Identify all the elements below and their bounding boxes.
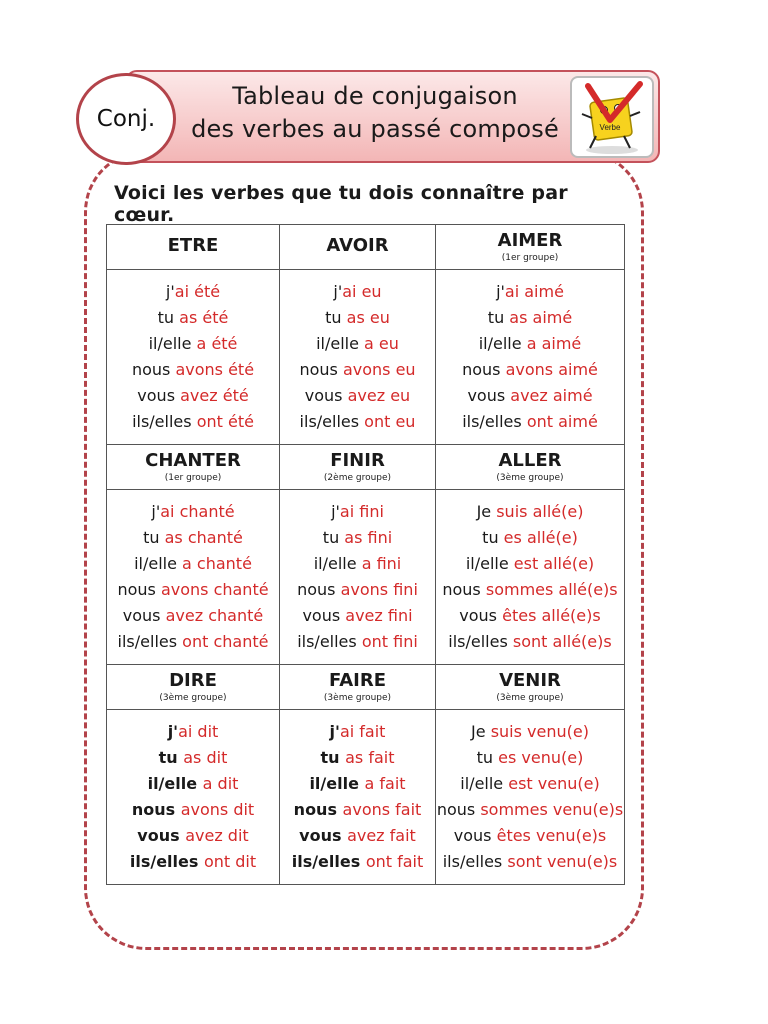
page-title-line-2: des verbes au passé composé xyxy=(191,115,559,143)
pronoun: nous xyxy=(297,580,341,599)
table-header-row xyxy=(107,225,625,270)
verb-header xyxy=(280,225,436,270)
conjugation-line xyxy=(280,279,435,305)
conjugated-form: ai fini xyxy=(339,502,384,521)
conjugation-line xyxy=(107,383,279,409)
pronoun: vous xyxy=(467,386,511,405)
conjugation-line xyxy=(107,499,279,525)
conjugation-line xyxy=(436,305,624,331)
verb-group: (2ème groupe) xyxy=(323,472,392,483)
pronoun: ils/elles xyxy=(129,852,204,871)
conjugated-form: avez chanté xyxy=(165,606,264,625)
conjugation-line xyxy=(107,357,279,383)
conjugated-form: a fini xyxy=(361,554,402,573)
conjugation-line xyxy=(280,383,435,409)
subtitle: Voici les verbes que tu dois connaître par cœur. xyxy=(114,182,568,226)
pronoun: ils/elles xyxy=(132,412,197,431)
pronoun: ils/elles xyxy=(117,632,183,651)
table-header-row xyxy=(107,665,625,710)
pronoun: vous xyxy=(137,826,186,845)
verb-name: VENIR xyxy=(499,669,561,691)
pronoun: vous xyxy=(122,606,166,625)
conjugation-line xyxy=(436,629,624,655)
conjugated-form: avez été xyxy=(180,386,249,405)
conjugated-form: sont venu(e)s xyxy=(507,852,618,871)
pronoun: ils/elles xyxy=(448,632,513,651)
conjugation-cell xyxy=(280,270,436,445)
verb-name: ETRE xyxy=(167,235,219,256)
pronoun: ils/elles xyxy=(291,852,366,871)
conjugation-cell xyxy=(107,270,280,445)
conjugation-cell xyxy=(280,710,436,885)
conjugation-line xyxy=(107,551,279,577)
conjugation-line xyxy=(107,823,279,849)
pronoun: vous xyxy=(304,386,348,405)
conjugation-line xyxy=(280,305,435,331)
conjugation-line xyxy=(107,409,279,435)
pronoun: il/elle xyxy=(147,774,203,793)
verb-name: CHANTER xyxy=(145,449,241,471)
conjugated-form: a été xyxy=(196,334,238,353)
conjugated-form: avons fini xyxy=(340,580,418,599)
pronoun: nous xyxy=(299,360,343,379)
conjugation-line xyxy=(107,305,279,331)
conjugated-form: ai chanté xyxy=(160,502,235,521)
pronoun: nous xyxy=(117,580,161,599)
conjugated-form: avons dit xyxy=(180,800,255,819)
verb-header xyxy=(436,225,625,270)
pronoun: ils/elles xyxy=(462,412,527,431)
conjugated-form: es venu(e) xyxy=(498,748,584,767)
verb-group: (1er groupe) xyxy=(164,472,222,483)
conjugation-line xyxy=(107,797,279,823)
conjugated-form: ai eu xyxy=(342,282,382,301)
conjugation-line xyxy=(436,525,624,551)
pronoun: ils/elles xyxy=(442,852,508,871)
verb-name: FINIR xyxy=(330,449,385,471)
conjugated-form: est allé(e) xyxy=(513,554,595,573)
conjugated-form: avons été xyxy=(175,360,255,379)
conjugated-form: a fait xyxy=(364,774,406,793)
conjugation-line xyxy=(280,629,435,655)
conjugation-line xyxy=(280,849,435,875)
verb-group: (1er groupe) xyxy=(501,252,559,263)
conjugated-form: ai fait xyxy=(339,722,386,741)
verb-header xyxy=(107,445,280,490)
conjugated-form: as dit xyxy=(183,748,228,767)
conjugated-form: ai été xyxy=(174,282,221,301)
pronoun: j' xyxy=(165,282,175,301)
conjugation-line xyxy=(436,279,624,305)
conjugation-cell xyxy=(436,490,625,665)
conjugation-line xyxy=(280,357,435,383)
conjugation-line xyxy=(107,577,279,603)
pronoun: j' xyxy=(331,502,340,521)
conjugation-line xyxy=(436,357,624,383)
conjugation-line xyxy=(436,577,624,603)
pronoun: nous xyxy=(131,800,181,819)
pronoun: nous xyxy=(293,800,343,819)
conjugation-line xyxy=(436,797,624,823)
table-body-row xyxy=(107,710,625,885)
conjugation-cell xyxy=(107,490,280,665)
conjugation-line xyxy=(107,331,279,357)
pronoun: nous xyxy=(436,800,481,819)
conjugation-line xyxy=(436,745,624,771)
verb-name: FAIRE xyxy=(328,669,386,691)
conjugation-line xyxy=(107,849,279,875)
pronoun: tu xyxy=(322,528,345,547)
pronoun: j' xyxy=(151,502,161,521)
pronoun: il/elle xyxy=(478,334,527,353)
conjugated-form: ai aimé xyxy=(504,282,564,301)
conjugation-line xyxy=(280,551,435,577)
conjugation-line xyxy=(107,719,279,745)
conjugated-form: as été xyxy=(179,308,229,327)
pronoun: vous xyxy=(137,386,181,405)
conj-badge-label: Conj. xyxy=(96,106,156,132)
pronoun: tu xyxy=(158,748,184,767)
pronoun: j' xyxy=(496,282,505,301)
pronoun: j' xyxy=(167,722,179,741)
conjugation-line xyxy=(280,577,435,603)
verb-header xyxy=(280,665,436,710)
pronoun: tu xyxy=(157,308,180,327)
conjugated-form: avons eu xyxy=(342,360,416,379)
pronoun: il/elle xyxy=(465,554,514,573)
conjugation-line xyxy=(107,745,279,771)
conjugated-form: a dit xyxy=(202,774,239,793)
conjugation-line xyxy=(280,719,435,745)
conjugation-line xyxy=(107,603,279,629)
conjugation-line xyxy=(436,409,624,435)
conjugation-line xyxy=(107,525,279,551)
verb-group: (3ème groupe) xyxy=(496,472,564,483)
conjugation-line xyxy=(107,279,279,305)
pronoun: nous xyxy=(462,360,506,379)
conjugated-form: ont été xyxy=(196,412,254,431)
conjugated-form: ont chanté xyxy=(182,632,269,651)
conjugation-line xyxy=(280,797,435,823)
conjugated-form: ont fait xyxy=(365,852,424,871)
conjugated-form: as fini xyxy=(344,528,393,547)
conjugation-line xyxy=(436,499,624,525)
conjugated-form: ont fini xyxy=(361,632,418,651)
conjugated-form: avons chanté xyxy=(160,580,269,599)
pronoun: vous xyxy=(453,826,497,845)
conjugated-form: as fait xyxy=(345,748,395,767)
conjugation-line xyxy=(436,603,624,629)
conjugation-line xyxy=(436,719,624,745)
conjugation-table xyxy=(106,224,625,885)
pronoun: ils/elles xyxy=(297,632,362,651)
conjugated-form: sont allé(e)s xyxy=(512,632,612,651)
conjugated-form: ont dit xyxy=(203,852,257,871)
conjugation-line xyxy=(280,603,435,629)
conjugated-form: êtes venu(e)s xyxy=(496,826,607,845)
verb-header xyxy=(280,445,436,490)
page-title-line-1: Tableau de conjugaison xyxy=(232,82,518,110)
pronoun: il/elle xyxy=(134,554,183,573)
conjugation-line xyxy=(280,771,435,797)
conjugated-form: avez aimé xyxy=(510,386,593,405)
pronoun: il/elle xyxy=(316,334,365,353)
verb-name: ALLER xyxy=(498,449,562,471)
conjugated-form: as chanté xyxy=(164,528,243,547)
pronoun: il/elle xyxy=(460,774,509,793)
pronoun: il/elle xyxy=(313,554,362,573)
conjugation-line xyxy=(280,745,435,771)
conjugation-line xyxy=(280,525,435,551)
conjugation-line xyxy=(107,629,279,655)
conjugated-form: ont aimé xyxy=(526,412,598,431)
verb-group: (3ème groupe) xyxy=(496,692,564,703)
conjugated-form: avez dit xyxy=(185,826,249,845)
conjugated-form: avez fini xyxy=(345,606,413,625)
pronoun: j' xyxy=(333,282,343,301)
conjugated-form: as eu xyxy=(346,308,390,327)
conjugation-line xyxy=(107,771,279,797)
pronoun: vous xyxy=(299,826,348,845)
conjugated-form: a eu xyxy=(364,334,399,353)
verb-group: (3ème groupe) xyxy=(159,692,227,703)
conjugation-line xyxy=(280,823,435,849)
verbe-logo xyxy=(570,76,654,158)
conjugated-form: as aimé xyxy=(509,308,573,327)
conjugated-form: avez fait xyxy=(347,826,416,845)
conjugated-form: suis venu(e) xyxy=(490,722,589,741)
conjugated-form: êtes allé(e)s xyxy=(502,606,601,625)
conjugation-line xyxy=(436,771,624,797)
conj-badge xyxy=(76,73,176,165)
conjugated-form: a chanté xyxy=(182,554,252,573)
conjugation-cell xyxy=(436,710,625,885)
pronoun: j' xyxy=(329,722,340,741)
conjugated-form: sommes venu(e)s xyxy=(480,800,624,819)
pronoun: nous xyxy=(131,360,176,379)
pronoun: il/elle xyxy=(148,334,197,353)
verb-name: AIMER xyxy=(497,229,563,251)
conjugation-line xyxy=(436,823,624,849)
table-body-row xyxy=(107,490,625,665)
conjugated-form: ont eu xyxy=(364,412,416,431)
verb-header xyxy=(436,665,625,710)
conjugation-line xyxy=(436,849,624,875)
conjugated-form: ai dit xyxy=(178,722,219,741)
pronoun: nous xyxy=(442,580,486,599)
conjugation-cell xyxy=(107,710,280,885)
logo-label: Verbe xyxy=(599,123,621,132)
pronoun: tu xyxy=(487,308,510,327)
conjugated-form: sommes allé(e)s xyxy=(485,580,618,599)
table-header-row xyxy=(107,445,625,490)
conjugated-form: suis allé(e) xyxy=(496,502,584,521)
conjugation-line xyxy=(280,331,435,357)
verb-name: AVOIR xyxy=(326,235,389,256)
pronoun: Je xyxy=(471,722,491,741)
conjugated-form: est venu(e) xyxy=(508,774,600,793)
verb-header xyxy=(107,665,280,710)
verb-header xyxy=(436,445,625,490)
conjugated-form: avons aimé xyxy=(505,360,598,379)
verb-name: DIRE xyxy=(169,669,217,691)
verb-group: (3ème groupe) xyxy=(323,692,392,703)
pronoun: tu xyxy=(320,748,346,767)
conjugated-form: a aimé xyxy=(526,334,582,353)
table-body-row xyxy=(107,270,625,445)
conjugation-line xyxy=(436,383,624,409)
verb-header xyxy=(107,225,280,270)
conjugation-line xyxy=(280,499,435,525)
conjugation-cell xyxy=(280,490,436,665)
pronoun: tu xyxy=(476,748,499,767)
pronoun: tu xyxy=(325,308,347,327)
conjugated-form: avez eu xyxy=(347,386,411,405)
conjugation-line xyxy=(280,409,435,435)
pronoun: il/elle xyxy=(309,774,365,793)
conjugation-cell xyxy=(436,270,625,445)
pronoun: vous xyxy=(302,606,346,625)
pronoun: vous xyxy=(459,606,503,625)
pronoun: Je xyxy=(476,502,497,521)
conjugated-form: avons fait xyxy=(342,800,422,819)
conjugation-line xyxy=(436,551,624,577)
conjugated-form: es allé(e) xyxy=(503,528,578,547)
pronoun: tu xyxy=(143,528,165,547)
pronoun: tu xyxy=(482,528,504,547)
pronoun: ils/elles xyxy=(299,412,365,431)
conjugation-line xyxy=(436,331,624,357)
verbe-mascot-icon xyxy=(572,78,652,156)
